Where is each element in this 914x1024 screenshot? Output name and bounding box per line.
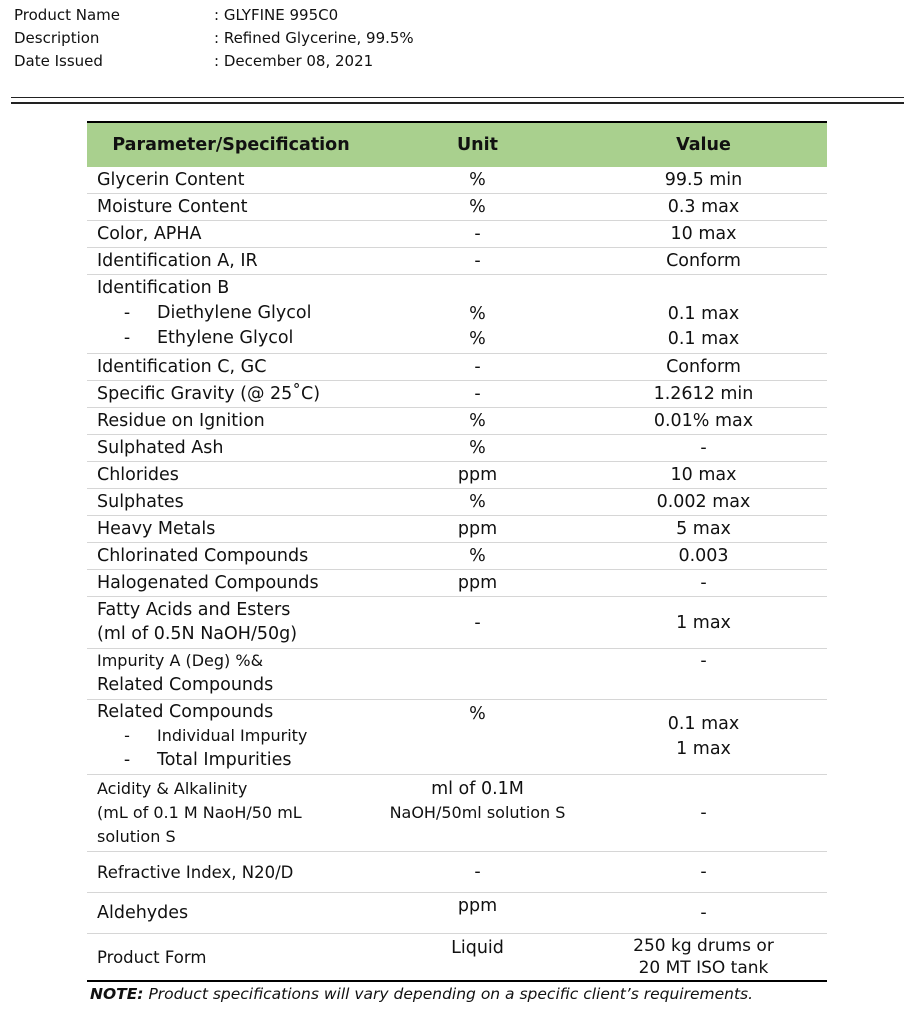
table-row — [87, 543, 827, 570]
bullet-dash: - — [123, 750, 131, 770]
row-param: Heavy Metals — [87, 516, 375, 543]
header-parameter: Parameter/Specification — [112, 135, 350, 155]
row-unit: % — [375, 543, 580, 570]
row-param-main: Identification B — [97, 278, 230, 298]
table-row — [87, 934, 827, 982]
row-param: Halogenated Compounds — [87, 570, 375, 597]
table-row — [87, 221, 827, 248]
row-sub-item — [97, 748, 375, 772]
row-value: - — [580, 570, 827, 597]
bullet-dash: - — [123, 328, 131, 348]
row-param: Aldehydes — [87, 893, 375, 934]
row-unit: % — [375, 489, 580, 516]
row-param: Residue on Ignition — [87, 408, 375, 435]
row-unit-line2: NaOH/50ml solution S — [389, 803, 566, 822]
row-param: Sulphated Ash — [87, 435, 375, 462]
specification-table — [87, 121, 827, 982]
row-param: Chlorinated Compounds — [87, 543, 375, 570]
row-value: 10 max — [580, 462, 827, 489]
row-param-line2: (ml of 0.5N NaOH/50g) — [97, 624, 298, 644]
row-unit — [375, 775, 580, 852]
row-value — [580, 700, 827, 775]
row-value-sub1: 0.1 max — [667, 303, 740, 324]
table-row — [87, 649, 827, 700]
row-sub-label: Diethylene Glycol — [157, 303, 312, 323]
row-value: - — [580, 893, 827, 934]
bullet-dash: - — [124, 726, 130, 745]
product-name-value: : GLYFINE 995C0 — [214, 6, 339, 24]
table-row — [87, 462, 827, 489]
row-param-line3: solution S — [97, 827, 176, 846]
table-row — [87, 275, 827, 354]
row-sub-label: Ethylene Glycol — [157, 328, 294, 348]
footnote — [90, 985, 753, 1003]
row-unit-sub1: % — [469, 303, 486, 324]
row-param — [87, 597, 375, 649]
meta-row-product-name — [14, 4, 414, 27]
table-row — [87, 489, 827, 516]
row-value: 5 max — [580, 516, 827, 543]
row-unit: ppm — [375, 893, 580, 934]
row-unit-sub2: % — [469, 328, 486, 349]
row-sub-item — [97, 724, 375, 748]
product-meta — [14, 4, 414, 73]
row-param: Product Form — [87, 934, 375, 982]
row-value: - — [580, 435, 827, 462]
row-param — [87, 775, 375, 852]
row-unit — [375, 275, 580, 354]
table-row — [87, 700, 827, 775]
row-param: Specific Gravity (@ 25˚C) — [87, 381, 375, 408]
meta-row-description — [14, 27, 414, 50]
row-param — [87, 649, 375, 700]
row-value-sub1: 0.1 max — [667, 714, 740, 734]
date-issued-label: Date Issued — [14, 52, 103, 70]
table-row — [87, 408, 827, 435]
table-row — [87, 893, 827, 934]
row-sub-label: Individual Impurity — [157, 726, 308, 745]
row-value: 10 max — [580, 221, 827, 248]
row-value-line1: 250 kg drums or — [633, 936, 774, 956]
table-row — [87, 354, 827, 381]
row-param: Color, APHA — [87, 221, 375, 248]
row-value: - — [580, 649, 827, 700]
row-unit: - — [375, 852, 580, 893]
row-value — [580, 275, 827, 354]
table-header-row — [87, 123, 827, 167]
note-text: Product specifications will vary depending on a specific client’s requirements. — [143, 985, 754, 1003]
row-unit: - — [375, 597, 580, 649]
row-param — [87, 275, 375, 354]
row-unit: ppm — [375, 516, 580, 543]
table-row — [87, 167, 827, 194]
row-param-main: Related Compounds — [97, 702, 274, 722]
date-issued-value: : December 08, 2021 — [214, 52, 374, 70]
header-divider-thin — [11, 97, 904, 98]
row-unit: % — [375, 167, 580, 194]
product-name-label: Product Name — [14, 6, 120, 24]
row-param: Glycerin Content — [87, 167, 375, 194]
row-unit: - — [375, 221, 580, 248]
row-param: Moisture Content — [87, 194, 375, 221]
table-row — [87, 597, 827, 649]
table-row — [87, 852, 827, 893]
table-row — [87, 248, 827, 275]
row-value-sub2: 0.1 max — [667, 328, 740, 349]
row-param-line1: Impurity A (Deg) %& — [97, 651, 264, 670]
meta-row-date — [14, 50, 414, 73]
table-row — [87, 516, 827, 543]
header-value: Value — [676, 135, 731, 155]
row-value: - — [580, 852, 827, 893]
description-value: : Refined Glycerine, 99.5% — [214, 29, 414, 47]
row-param: Chlorides — [87, 462, 375, 489]
row-unit: % — [375, 435, 580, 462]
row-sub-item — [97, 326, 375, 351]
row-unit: % — [375, 408, 580, 435]
row-value: Conform — [580, 354, 827, 381]
row-value: 0.01% max — [580, 408, 827, 435]
description-label: Description — [14, 29, 100, 47]
row-value — [580, 934, 827, 982]
row-param-line1: Acidity & Alkalinity — [97, 779, 248, 798]
row-unit: % — [375, 194, 580, 221]
table-row — [87, 435, 827, 462]
row-unit-line1: ml of 0.1M — [431, 779, 524, 799]
table-row — [87, 570, 827, 597]
bullet-dash: - — [123, 303, 131, 323]
row-unit: - — [375, 248, 580, 275]
row-param: Identification A, IR — [87, 248, 375, 275]
row-value: - — [580, 775, 827, 852]
row-value-sub2: 1 max — [676, 739, 731, 759]
row-unit: - — [375, 381, 580, 408]
row-param-line2: Related Compounds — [97, 675, 274, 695]
row-value: 0.3 max — [580, 194, 827, 221]
row-unit: Liquid — [375, 934, 580, 982]
table-row — [87, 775, 827, 852]
row-param-line1: Fatty Acids and Esters — [97, 600, 291, 620]
row-value: Conform — [580, 248, 827, 275]
row-sub-label: Total Impurities — [157, 750, 292, 770]
row-unit: % — [375, 700, 580, 775]
row-value: 0.002 max — [580, 489, 827, 516]
row-unit: ppm — [375, 462, 580, 489]
row-value: 1.2612 min — [580, 381, 827, 408]
row-value: 1 max — [580, 597, 827, 649]
row-param: Identification C, GC — [87, 354, 375, 381]
note-label: NOTE: — [90, 985, 144, 1003]
row-param: Refractive Index, N20/D — [87, 852, 375, 893]
row-param-line2: (mL of 0.1 M NaoH/50 mL — [97, 803, 302, 822]
row-value: 99.5 min — [580, 167, 827, 194]
row-unit: ppm — [375, 570, 580, 597]
header-unit: Unit — [456, 135, 499, 155]
table-row — [87, 381, 827, 408]
row-unit: - — [375, 354, 580, 381]
row-sub-item — [97, 301, 375, 326]
row-value: 0.003 — [580, 543, 827, 570]
row-param: Sulphates — [87, 489, 375, 516]
row-param — [87, 700, 375, 775]
row-unit — [375, 649, 580, 700]
header-divider-thick — [11, 102, 904, 104]
table-row — [87, 194, 827, 221]
row-value-line2: 20 MT ISO tank — [638, 958, 769, 978]
